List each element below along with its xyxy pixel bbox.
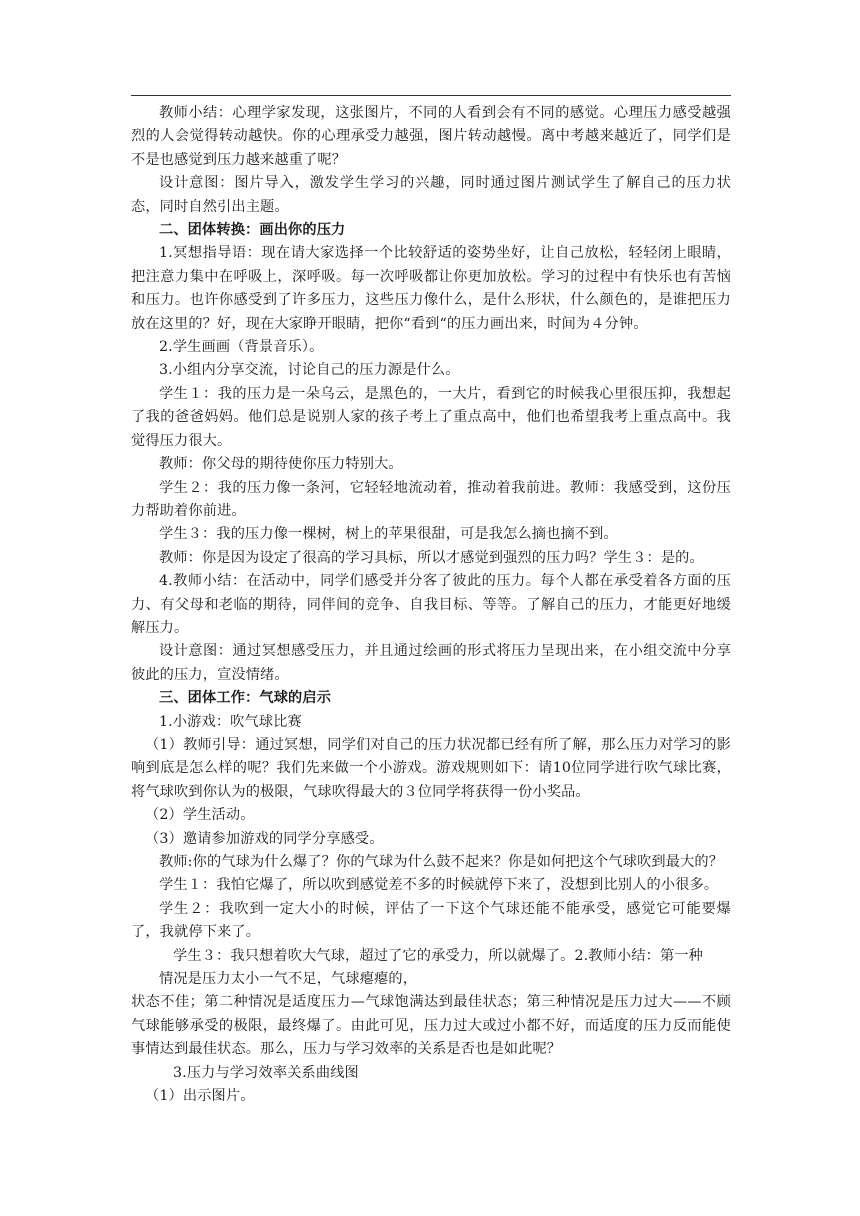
paragraph-teacher-reply-3: 教师：你是因为设定了很高的学习具标，所以才感觉到强烈的压力吗？学生３：是的。	[159, 549, 704, 566]
header-rule	[131, 95, 731, 96]
paragraph-student-drawing: 2.学生画画（背景音乐）。	[159, 339, 324, 356]
section-heading-2: 二、团体转换：画出你的压力	[159, 222, 346, 239]
paragraph-teacher-reply-1: 教师：你父母的期待使你压力特别大。	[159, 456, 403, 473]
paragraph-design-intent-1: 设计意图：图片导入，激发学生学习的兴趣，同时通过图片测试学生了解自己的压力状态，同时自然引出主题。	[131, 175, 731, 215]
paragraph-balloon-student-2: 学生２：我吹到一定大小的时候，评估了一下这个气球还能不能承受，感觉它可能要爆了，我就停下来了。	[131, 900, 731, 941]
paragraph-student-3: 学生３：我的压力像一棵树，树上的苹果很甜，可是我怎么摘也摘不到。	[159, 526, 618, 543]
paragraph-design-intent-2: 设计意图：通过冥想感受压力，并且通过绘画的形式将压力呈现出来，在小组交流中分享彼此的压力，宣没情绪。	[131, 643, 731, 683]
paragraph-student-2: 学生２：我的压力像一条河，它轻轻地流动着，推动着我前进。教师：我感受到，这份压力帮助着你前进。	[131, 479, 731, 519]
paragraph-student-activity: （2）学生活动。	[145, 807, 255, 824]
paragraph-curve-heading: 3.压力与学习效率关系曲线图	[173, 1064, 359, 1081]
paragraph-summary-fragment: 情况是压力太小一气不足，气球瘪瘪的，	[159, 971, 418, 988]
paragraph-summary-continued: 状态不佳；第二种情况是适度压力—气球饱满达到最佳状态；第三种情况是压力过大——不顾气球能够承受的极限，最终爆了。由此可见，压力过大或过小都不好，而适度的压力反而能使事情达到最佳状态。那么，压力与学习效率的关系是否也是如此呢？	[131, 994, 731, 1058]
paragraph-teacher-summary: 教师小结：心理学家发现，这张图片，不同的人看到会有不同的感觉。心理压力感受越强烈的人会觉得转动越快。你的心理承受力越强，图片转动越慢。离中考越来越近了，同学们是不是也感觉到压力越来越重了呢？	[131, 105, 731, 168]
paragraph-balloon-student-3: 学生３：我只想着吹大气球，超过了它的承受力，所以就爆了。2.教师小结：第一种	[173, 947, 703, 964]
paragraph-teacher-question: 教师:你的气球为什么爆了？你的气球为什么鼓不起来？你是如何把这个气球吹到最大的？	[159, 854, 724, 870]
paragraph-show-picture: （1）出示图片。	[145, 1088, 255, 1105]
paragraph-balloon-student-1: 学生１：我怕它爆了，所以吹到感觉差不多的时候就停下来了，没想到比别人的小很多。	[159, 877, 719, 894]
paragraph-teacher-guide: （1）教师引导：通过冥想，同学们对自己的压力状况都已经有所了解，那么压力对学习的影响到底是怎么样的呢？我们先来做一个小游戏。游戏规则如下：请10位同学进行吹气球比赛，将气球吹到你认为的极限，气球吹得最大的３位同学将获得一份小奖品。	[131, 736, 731, 800]
section-heading-3: 三、团体工作：气球的启示	[159, 690, 332, 707]
paragraph-meditation-guide: 1.冥想指导语：现在请大家选择一个比较舒适的姿势坐好，让自己放松，轻轻闭上眼睛，把注意力集中在呼吸上，深呼吸。每一次呼吸都让你更加放松。学习的过程中有快乐也有苦恼和压力。也许你感受到了许多压力，这些压力像什么，是什么形状，什么颜色的，是谁把压力放在这里的？好，现在大家睁开眼睛，把你“看到“的压力画出来，时间为４分钟。	[131, 245, 731, 332]
document-body	[131, 102, 731, 1108]
paragraph-invite-share: （3）邀请参加游戏的同学分享感受。	[145, 830, 384, 847]
paragraph-mini-game: 1.小游戏：吹气球比赛	[159, 713, 302, 730]
paragraph-group-share: 3.小组内分享交流，讨论自己的压力源是什么。	[159, 362, 460, 379]
paragraph-teacher-summary-4: 4.教师小结：在活动中，同学们感受并分客了彼此的压力。每个人都在承受着各方面的压力、有父母和老临的期待，同伴间的竞争、自我目标、等等。了解自己的压力，才能更好地缓解压力。	[131, 573, 731, 636]
paragraph-student-1: 学生１：我的压力是一朵乌云，是黑色的，一大片，看到它的时候我心里很压抑，我想起了我的爸爸妈妈。他们总是说别人家的孩子考上了重点高中，他们也希望我考上重点高中。我觉得压力很大。	[131, 385, 731, 449]
